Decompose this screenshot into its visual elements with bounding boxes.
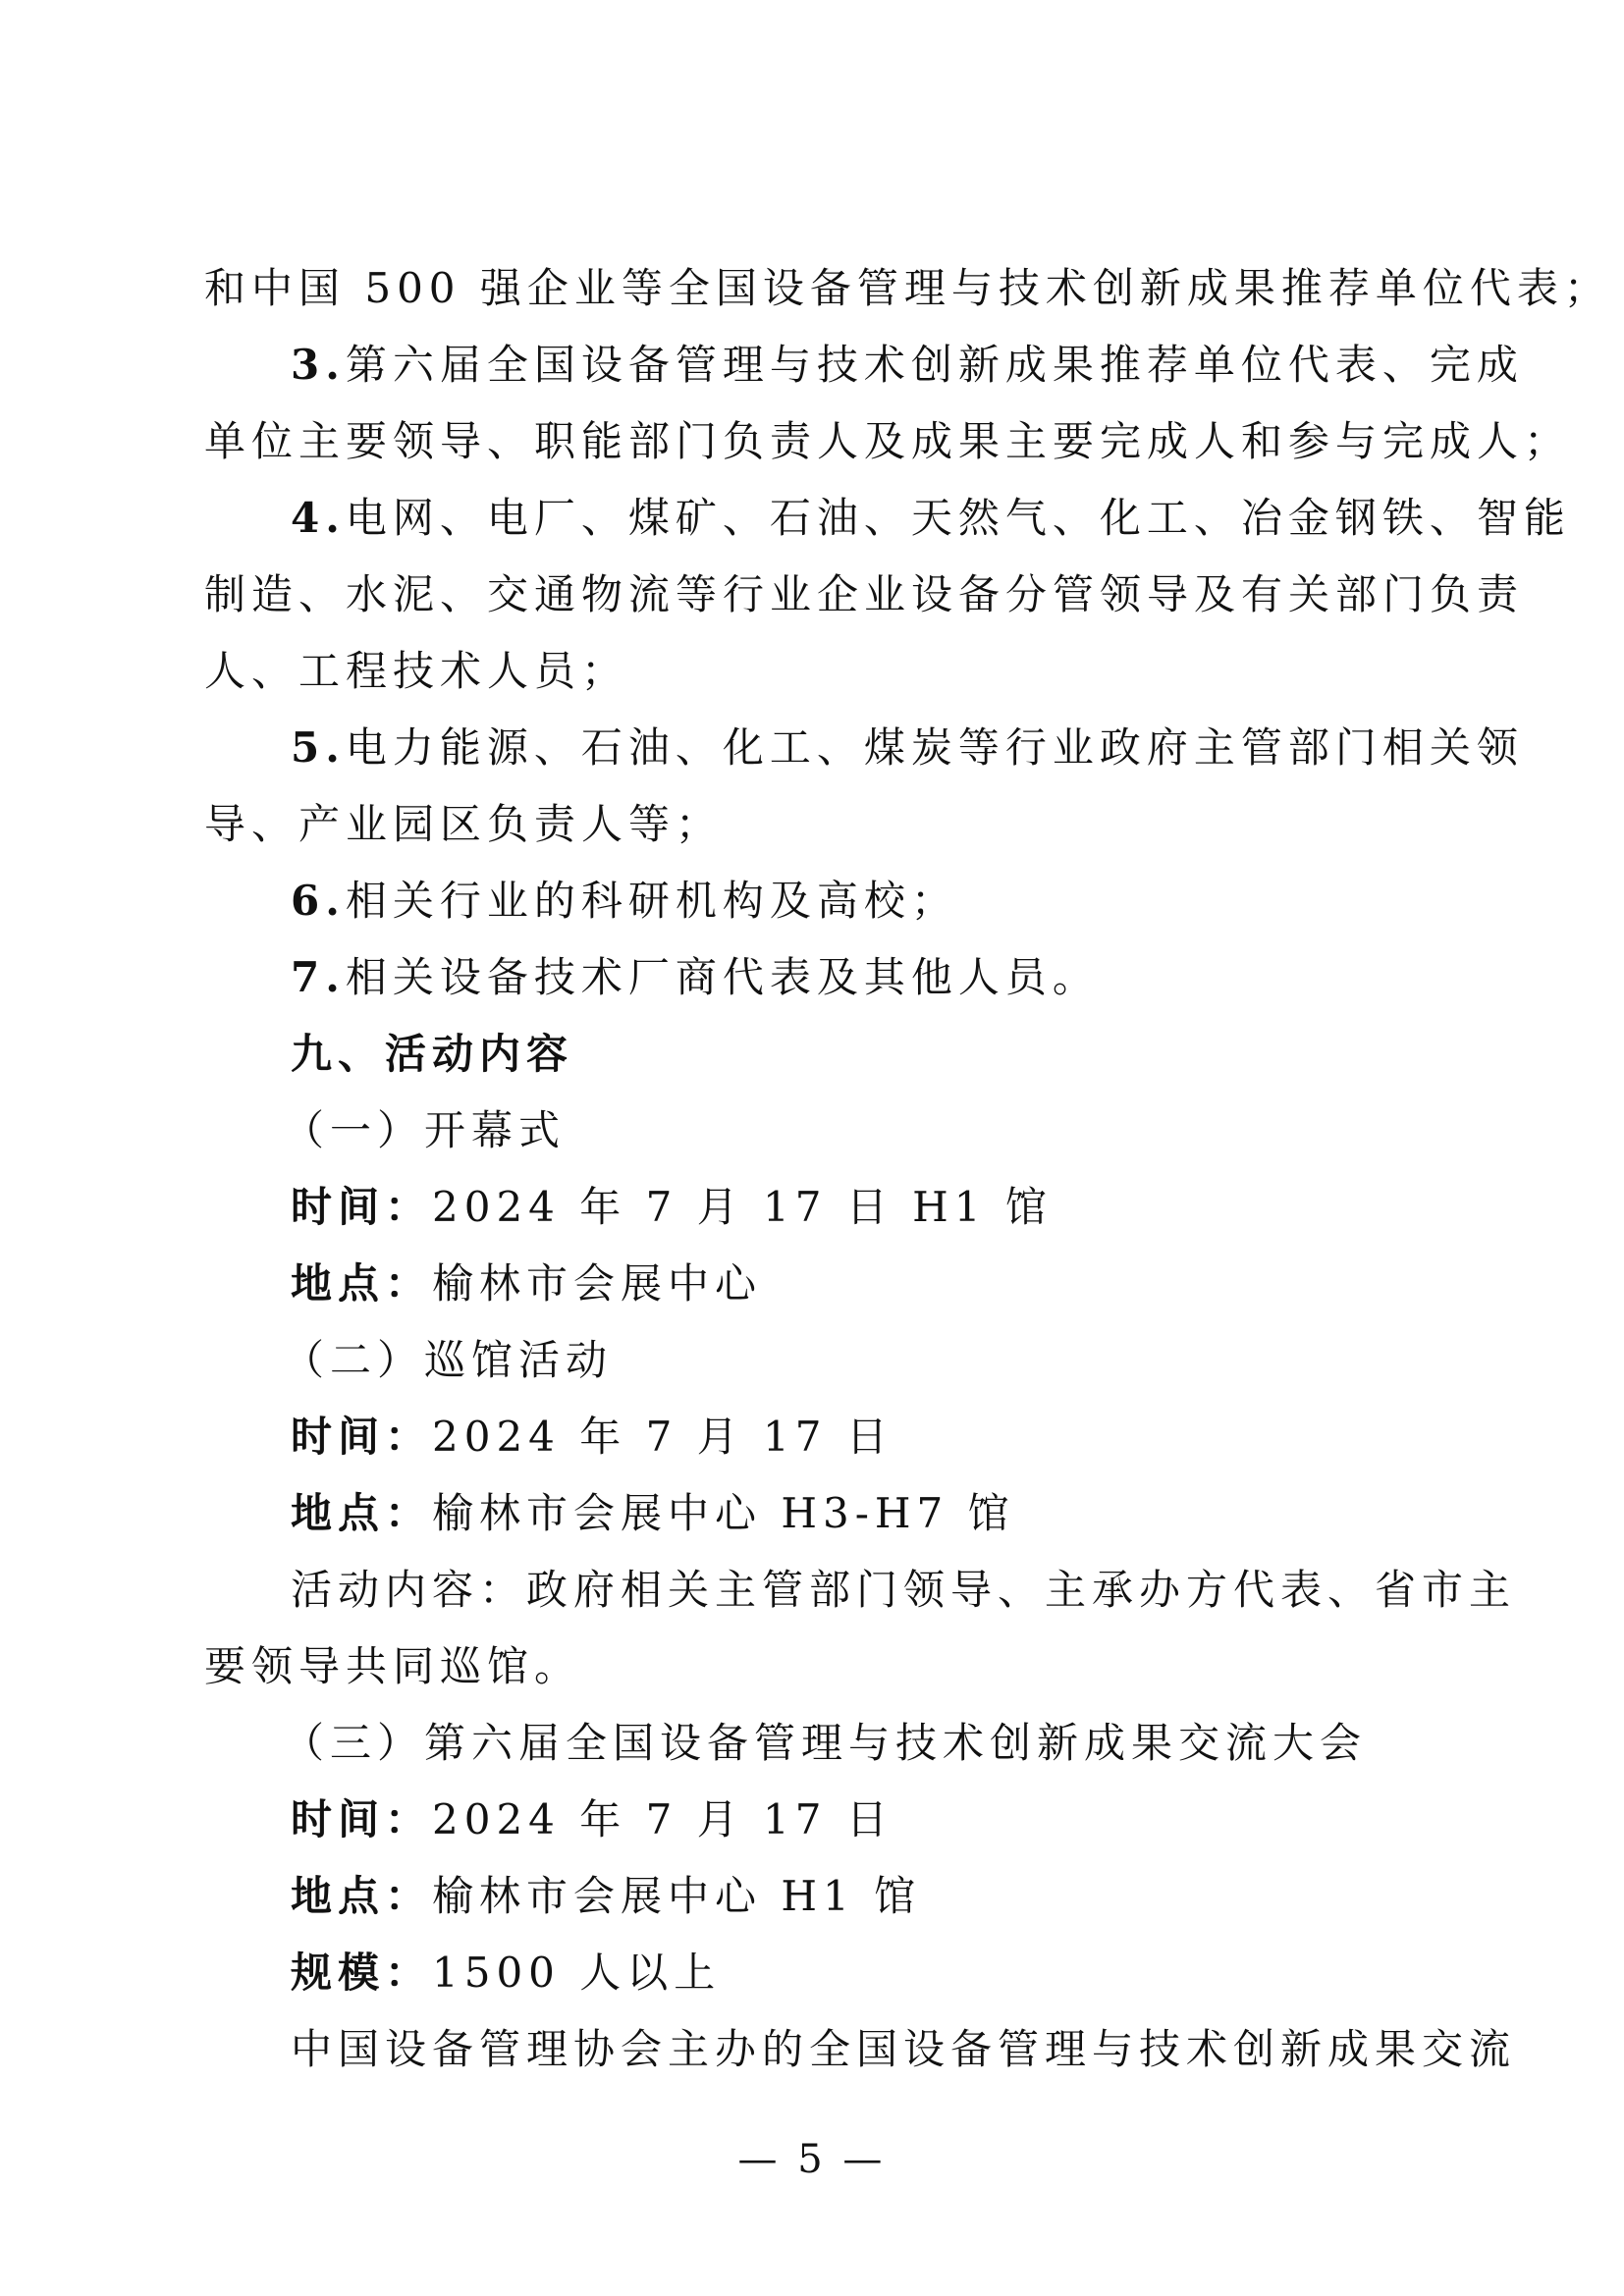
- list-item-6: [204, 863, 1432, 939]
- place-label: 地点：: [291, 1489, 433, 1537]
- time-row: [204, 1782, 1432, 1858]
- scale-value: 1500 人以上: [432, 1949, 722, 1997]
- section-heading: 九、活动内容: [291, 1030, 574, 1078]
- text-line: 人、工程技术人员；: [204, 647, 629, 695]
- list-number: 3.: [291, 341, 346, 389]
- intro-line: 中国设备管理协会主办的全国设备管理与技术创新成果交流: [291, 2025, 1517, 2073]
- time-label: 时间：: [291, 1795, 433, 1843]
- list-text: 第六届全国设备管理与技术创新成果推荐单位代表、完成: [345, 341, 1524, 389]
- place-value: 榆林市会展中心 H1 馆: [432, 1872, 922, 1920]
- subsection-title: （三）第六届全国设备管理与技术创新成果交流大会: [283, 1719, 1368, 1767]
- time-value: 2024 年 7 月 17 日 H1 馆: [432, 1183, 1053, 1231]
- list-text: 电力能源、石油、化工、煤炭等行业政府主管部门相关领: [345, 723, 1524, 772]
- list-number: 7.: [291, 953, 346, 1001]
- subsection-title: （二）巡馆活动: [283, 1336, 614, 1384]
- time-row: [204, 1169, 1432, 1246]
- list-number: 4.: [291, 494, 346, 542]
- list-number: 5.: [291, 723, 346, 772]
- place-row: [204, 1246, 1432, 1322]
- text-line: 导、产业园区负责人等；: [204, 800, 724, 848]
- time-label: 时间：: [291, 1413, 433, 1461]
- scale-row: [204, 1935, 1432, 2011]
- activity-content-cont: 要领导共同巡馆。: [204, 1642, 582, 1690]
- page-number: — 5 —: [737, 2137, 887, 2182]
- document-body: [204, 250, 1611, 2088]
- place-row: [204, 1858, 1432, 1935]
- list-text: 相关行业的科研机构及高校；: [345, 877, 958, 925]
- place-label: 地点：: [291, 1872, 433, 1920]
- place-value: 榆林市会展中心: [432, 1259, 763, 1308]
- list-number: 6.: [291, 877, 346, 925]
- place-row: [204, 1475, 1432, 1552]
- time-value: 2024 年 7 月 17 日: [432, 1413, 893, 1461]
- time-row: [204, 1399, 1432, 1475]
- place-value: 榆林市会展中心 H3-H7 馆: [432, 1489, 1015, 1537]
- subsection-title: （一）开幕式: [283, 1106, 567, 1154]
- list-item-3: [204, 327, 1524, 403]
- time-value: 2024 年 7 月 17 日: [432, 1795, 893, 1843]
- list-text: 电网、电厂、煤矿、石油、天然气、化工、冶金钢铁、智能: [345, 494, 1571, 542]
- activity-content: 活动内容：政府相关主管部门领导、主承办方代表、省市主: [291, 1566, 1517, 1614]
- list-item-7: [204, 939, 1432, 1016]
- text-line: 和中国 500 强企业等全国设备管理与技术创新成果推荐单位代表；: [204, 264, 1611, 312]
- text-line: 制造、水泥、交通物流等行业企业设备分管领导及有关部门负责: [204, 570, 1525, 618]
- list-text: 相关设备技术厂商代表及其他人员。: [345, 953, 1100, 1001]
- time-label: 时间：: [291, 1183, 433, 1231]
- scale-label: 规模：: [291, 1949, 433, 1997]
- list-item-4: [204, 480, 1571, 557]
- list-item-5: [204, 710, 1524, 786]
- place-label: 地点：: [291, 1259, 433, 1308]
- text-line: 单位主要领导、职能部门负责人及成果主要完成人和参与完成人；: [204, 417, 1572, 465]
